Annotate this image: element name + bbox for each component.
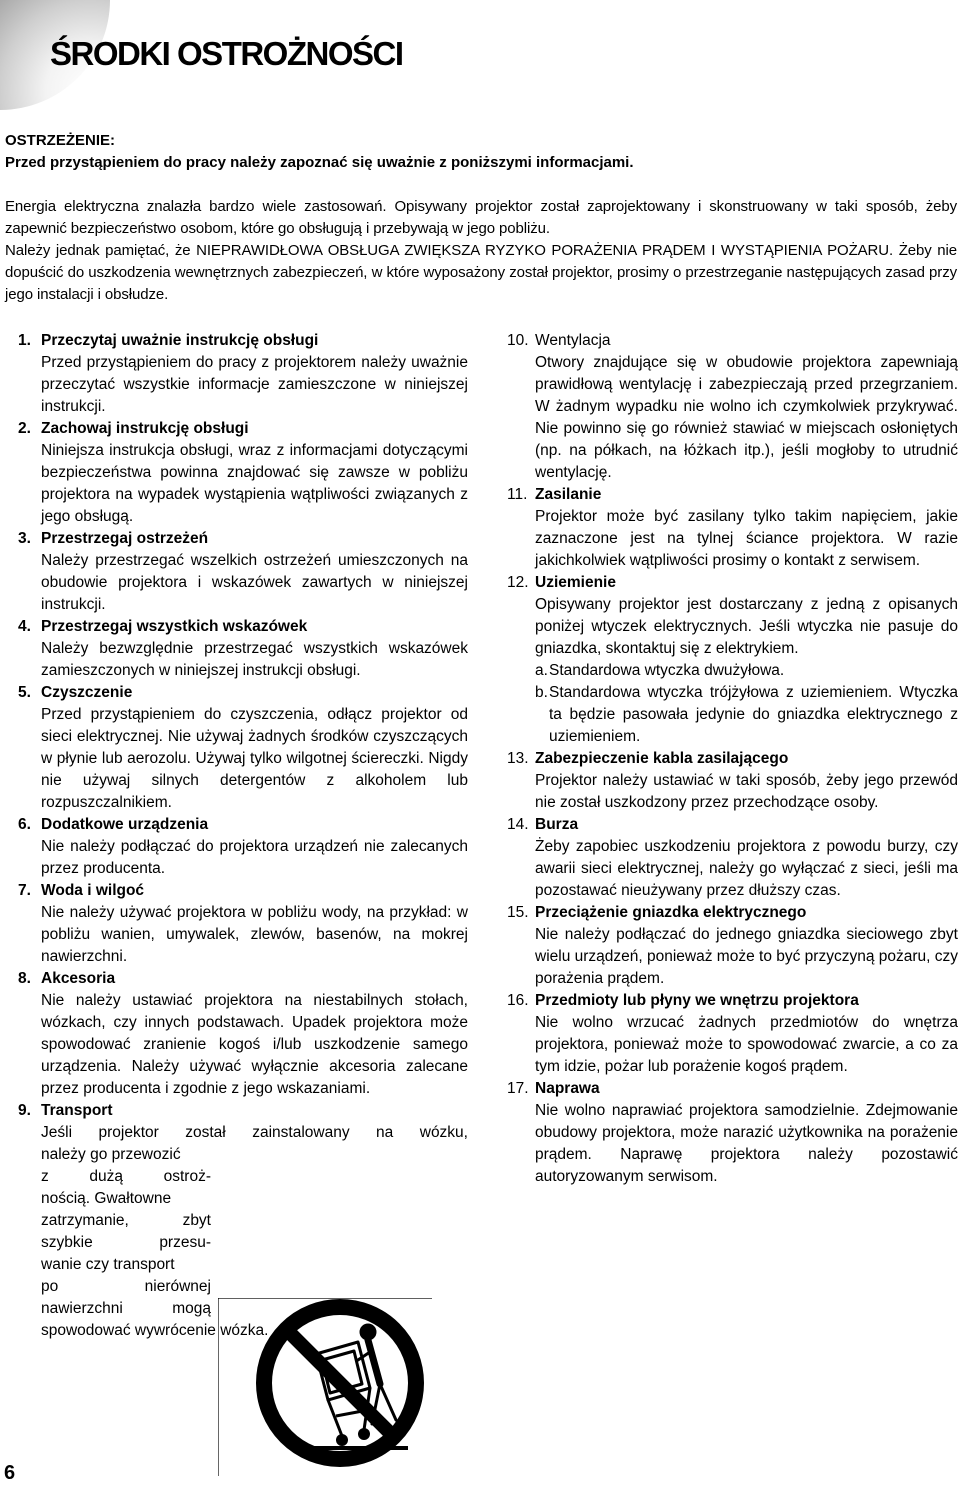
item-text: Projektor należy ustawiać w taki sposób, żeby jego przewód nie został uszkodzony przez przechodzące osoby. [535,772,958,811]
item-number: 15. [507,904,529,921]
item-number: 9. [18,1102,31,1119]
item-title: Akcesoria [41,970,116,987]
item-title: Czyszczenie [41,684,133,701]
item-number: 10. [507,332,529,349]
transport-row [41,1232,211,1254]
grounding-subitem [535,682,958,748]
transport-word: nierównej [144,1278,211,1295]
list-item [507,572,958,748]
transport-word: dużą [89,1168,123,1185]
item-number: 13. [507,750,529,767]
item-text: Należy przestrzegać wszelkich ostrzeżeń umieszczonych na obudowie projektora i wskazówek zawartych w niniejszej instrukcji. [41,552,468,613]
item-title: Zachowaj instrukcję obsługi [41,420,249,437]
transport-line: wanie czy transport [41,1256,175,1273]
transport-row [41,1276,211,1298]
transport-line: spowodować wywrócenie wózka. [41,1322,269,1339]
subitem-text: Standardowa wtyczka trójżyłowa z uziemieniem. Wtyczka ta będzie pasowała jedynie do gniazdka elektrycznego z uziemieniem. [549,684,958,745]
item-title: Dodatkowe urządzenia [41,816,209,833]
item-title: Zabezpieczenie kabla zasilającego [535,750,789,767]
subitem-label: a. [535,662,548,679]
list-item-transport [18,1100,468,1342]
item-text: Nie należy podłączać do jednego gniazdka sieciowego zbyt wielu urządzeń, ponieważ może to być przyczyną pożaru, czy porażenia prądem. [535,926,959,987]
item-title: Zasilanie [535,486,602,503]
transport-word: zbyt [182,1212,211,1229]
transport-word: szybkie [41,1234,93,1251]
list-item [507,990,958,1078]
transport-word: mogą [172,1300,211,1317]
warning-text: Przed przystąpieniem do pracy należy zapoznać się uważnie z poniższymi informacjami. [5,154,634,171]
subitem-text: Standardowa wtyczka dwużyłowa. [549,662,785,679]
list-item [18,528,468,616]
transport-row [41,1210,211,1232]
list-item [18,814,468,880]
item-text: Opisywany projektor jest dostarczany z jedną z opisanych poniżej wtyczek elektrycznych. Jeśli wtyczka nie pasuje do gniazdka, skontaktuj się z elektrykiem. [535,596,958,657]
subitem-label: b. [535,684,548,701]
item-text: Nie należy podłączać do projektora urządzeń nie zalecanych przez producenta. [41,838,468,877]
item-text: Należy bezwzględnie przestrzegać wszystkich wskazówek zamieszczonych w niniejszej instrukcji obsługi. [41,640,468,679]
list-item [507,1078,958,1188]
transport-word: po [41,1278,59,1295]
item-title: Przeciążenie gniazdka elektrycznego [535,904,807,921]
item-number: 3. [18,530,31,547]
intro-paragraph-2: Należy jednak pamiętać, że NIEPRAWIDŁOWA OBSŁUGA ZWIĘKSZA RYZYKO PORAŻENIA PRĄDEM I WYSTĄPIENIA POŻARU. Żeby nie dopuścić do uszkodzenia wewnętrznych zabezpieczeń, w które wyposażony został projektor, prosimy o przestrzeganie następujących zasad przy jego instalacji i obsłudze. [5,242,957,303]
intro-paragraph-1: Energia elektryczna znalazła bardzo wiele zastosowań. Opisywany projektor został zaprojektowany i skonstruowany w taki sposób, żeby zapewnić bezpieczeństwo osobom, które go obsługują i przebywają w jego pobliżu. [5,198,957,237]
item-number: 6. [18,816,31,833]
item-number: 2. [18,420,31,437]
item-number: 11. [507,486,528,503]
item-title: Transport [41,1102,113,1119]
list-item [507,748,958,814]
item-text: Nie należy używać projektora w pobliżu wody, na przykład: w pobliżu wanien, umywalek, zlewów, basenów, na mokrej nawierzchni. [41,904,468,965]
list-item [18,880,468,968]
page-number: 6 [4,1462,16,1484]
item-title: Uziemienie [535,574,616,591]
item-text: Nie wolno naprawiać projektora samodzielnie. Zdejmowanie obudowy projektora, może narazić użytkownika na porażenie prądem. Naprawę projektora należy pozostawić autoryzowanym serwisom. [535,1102,958,1185]
transport-word: z [41,1168,49,1185]
item-text: Projektor może być zasilany tylko takim napięciem, jakie zaznaczone jest na tylnej ściance projektora. W razie jakichkolwiek wątpliwości prosimy o kontakt z serwisem. [535,508,958,569]
item-title: Wentylacja [535,332,611,349]
item-title: Woda i wilgoć [41,882,145,899]
intro-block [5,196,957,306]
item-text: Otwory znajdujące się w obudowie projektora zapewniają prawidłową wentylację i zabezpieczają przed przegrzaniem. W żadnym wypadku nie wolno ich czymkolwiek przykrywać. Nie powinno się go również stawiać w miejscach osłoniętych (np. na półkach, na łóżkach itp.), jeśli mogłoby to utrudnić wentylację. [535,354,958,481]
item-text: Nie należy ustawiać projektora na niestabilnych stołach, wózkach, czy innych podstawach. Upadek projektora może spowodować zranienie kogoś i/lub uszkodzenie samego urządzenia. Należy używać wyłącznie akcesoria zalecane przez producenta i zgodnie z jego wskazaniami. [41,992,468,1097]
list-item [507,330,958,484]
item-title: Przestrzegaj wszystkich wskazówek [41,618,308,635]
list-item [18,330,468,418]
cart-tipover-warning-icon [218,1298,432,1476]
left-column [18,330,468,1342]
item-text: Nie wolno wrzucać żadnych przedmiotów do wnętrza projektora, ponieważ może to spowodować zwarcie, a co za tym idzie, pożar lub porażenie kogoś prądem. [535,1014,958,1075]
page-title: ŚRODKI OSTROŻNOŚCI [50,35,403,72]
transport-row [41,1298,211,1320]
warning-block [5,130,957,174]
item-number: 17. [507,1080,529,1097]
list-item [507,902,958,990]
list-item [18,968,468,1100]
list-item [507,484,958,572]
list-item [18,616,468,682]
item-number: 7. [18,882,31,899]
item-text: Przed przystąpieniem do czyszczenia, odłącz projektor od sieci elektrycznej. Nie używaj żadnych środków czyszczących w płynie lub aerozolu. Używaj tylko wilgotnej ściereczki. Nigdy nie używaj silnych detergentów z alkoholem lub rozpuszczalnikiem. [41,706,468,811]
grounding-subitem [535,660,958,682]
item-text: Przed przystąpieniem do pracy z projektorem należy uważnie przeczytać wszystkie informacje zamieszczone w niniejszej instrukcji. [41,354,468,415]
item-number: 8. [18,970,31,987]
transport-word: nawierzchni [41,1300,123,1317]
list-item [507,814,958,902]
item-number: 16. [507,992,529,1009]
transport-line: nością. Gwałtowne [41,1190,172,1207]
transport-word: przesu- [159,1234,211,1251]
item-text: Żeby zapobiec uszkodzeniu projektora z powodu burzy, czy awarii sieci elektrycznej, należy go wyłączać z sieci, jeśli ma pozostawać nieużywany przez dłuższy czas. [535,838,958,899]
item-title: Przeczytaj uważnie instrukcję obsługi [41,332,319,349]
item-number: 4. [18,618,31,635]
right-column [507,330,958,1188]
item-text: Niniejsza instrukcja obsługi, wraz z informacjami dotyczącymi bezpieczeństwa powinna znajdować się zawsze w pobliżu projektora na wypadek wystąpienia wątpliwości związanych z jego obsługą. [41,442,468,525]
item-number: 12. [507,574,529,591]
item-number: 5. [18,684,31,701]
list-item [18,418,468,528]
transport-word: zatrzymanie, [41,1212,129,1229]
item-number: 1. [18,332,31,349]
transport-row [41,1166,211,1188]
transport-line: Jeśli projektor został zainstalowany na wózku, [41,1124,468,1141]
warning-label: OSTRZEŻENIE: [5,132,116,149]
item-title: Przestrzegaj ostrzeżeń [41,530,209,547]
item-title: Naprawa [535,1080,600,1097]
transport-line: należy go przewozić [41,1146,181,1163]
item-title: Burza [535,816,579,833]
item-number: 14. [507,816,529,833]
item-title: Przedmioty lub płyny we wnętrzu projektora [535,992,859,1009]
transport-word: ostroż- [163,1168,211,1185]
list-item [18,682,468,814]
